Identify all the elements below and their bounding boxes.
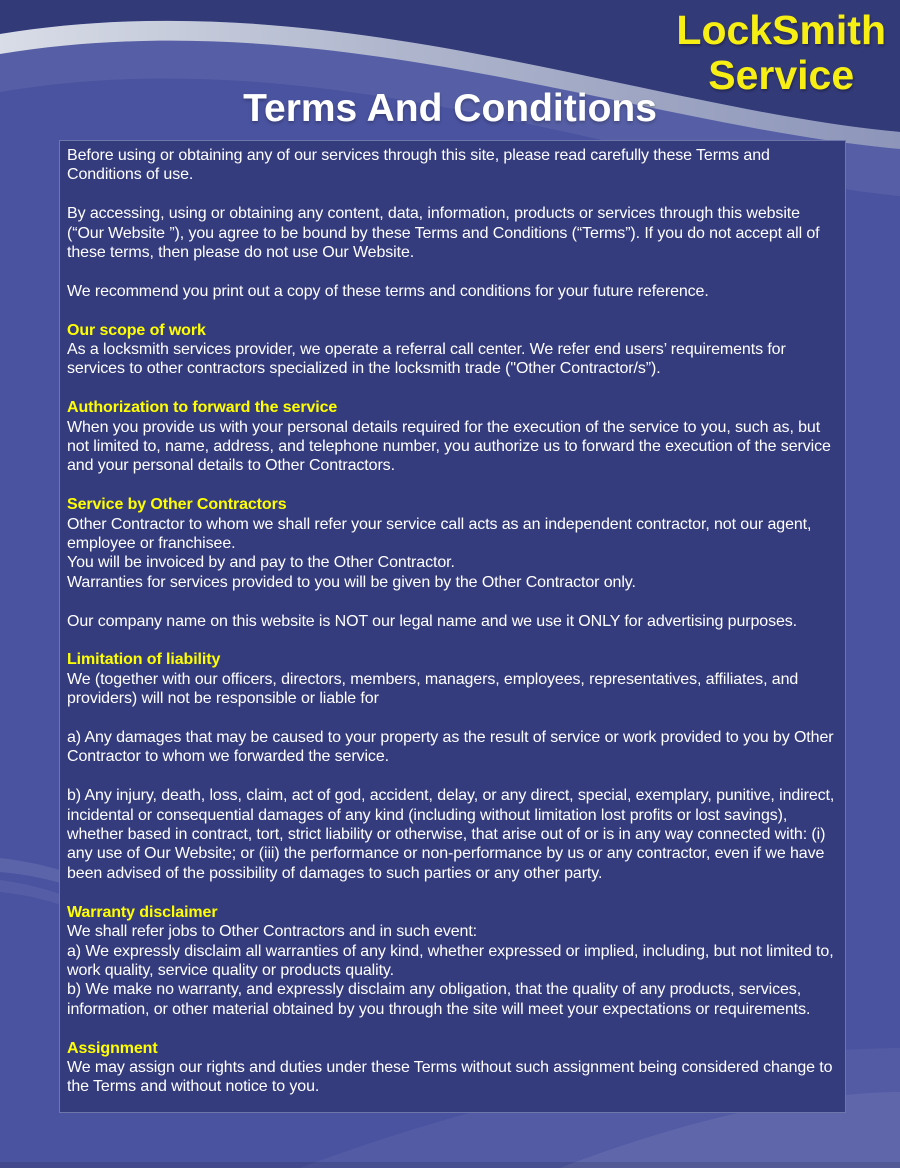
- paragraph-line: a) We expressly disclaim all warranties of any kind, whether expressed or implied, including, but not limited to, work quality, service quality or products quality.: [67, 942, 834, 979]
- terms-section: [67, 903, 837, 1019]
- paragraph-line: As a locksmith services provider, we operate a referral call center. We refer end users’ requirements for services to other contractors specialized in the locksmith trade ("Other Contractor/s”).: [67, 341, 786, 378]
- brand-logo-line1: LockSmith: [676, 7, 886, 53]
- paragraph: [67, 418, 837, 476]
- section-heading: Service by Other Contractors: [67, 496, 287, 514]
- terms-panel: [59, 140, 846, 1113]
- section-heading: Limitation of liability: [67, 651, 221, 669]
- paragraph: [67, 786, 837, 883]
- terms-section: [67, 398, 837, 476]
- paragraph-line: a) Any damages that may be caused to your property as the result of service or work provided to you by Other Contractor to whom we forwarded the service.: [67, 729, 834, 766]
- paragraph-line: b) We make no warranty, and expressly disclaim any obligation, that the quality of any products, services, information, or other material obtained by you through the site will meet your expectations or requirements.: [67, 981, 811, 1018]
- paragraph: [67, 612, 837, 631]
- paragraph: [67, 282, 837, 301]
- page-title: Terms And Conditions: [243, 87, 657, 130]
- paragraph-line: b) Any injury, death, loss, claim, act of god, accident, delay, or any direct, special, exemplary, punitive, indirect, incidental or consequential damages of any kind (including without limitation lost profits or lost savings), whether based in contract, tort, strict liability or otherwise, that arise out of or is in any way connected with: (i) any use of Our Website; or (iii) the performance or non-performance by us or any contractor, even if we have been advised of the possibility of damages to such parties or any other party.: [67, 787, 835, 882]
- paragraph: [67, 1058, 837, 1097]
- section-heading: Our scope of work: [67, 321, 206, 339]
- paragraph: [67, 922, 837, 1019]
- terms-section: [67, 146, 837, 301]
- terms-section: [67, 1039, 837, 1097]
- terms-section: [67, 321, 837, 379]
- paragraph-line: Our company name on this website is NOT our legal name and we use it ONLY for advertising purposes.: [67, 612, 798, 630]
- terms-section: [67, 650, 837, 883]
- paragraph-line: We recommend you print out a copy of these terms and conditions for your future reference.: [67, 282, 709, 300]
- paragraph: [67, 204, 837, 262]
- paragraph-line: We may assign our rights and duties under these Terms without such assignment being considered change to the Terms and without notice to you.: [67, 1058, 833, 1096]
- paragraph-line: By accessing, using or obtaining any content, data, information, products or services through this website (“Our Website ”), you agree to be bound by these Terms and Conditions (“Terms”). If you do not accept all of these terms, then please do not use Our Website.: [67, 205, 820, 262]
- paragraph: [67, 728, 837, 767]
- section-heading: Authorization to forward the service: [67, 399, 338, 417]
- brand-logo-line2: Service: [708, 52, 855, 98]
- paragraph: [67, 146, 837, 185]
- paragraph: [67, 515, 837, 593]
- section-heading: Assignment: [67, 1039, 158, 1057]
- paragraph-line: We (together with our officers, directors, members, managers, employees, representatives, affiliates, and providers) will not be responsible or liable for: [67, 670, 799, 708]
- paragraph-line: Warranties for services provided to you will be given by the Other Contractor only.: [67, 573, 636, 591]
- terms-sections: [67, 146, 837, 1097]
- paragraph-line: Other Contractor to whom we shall refer your service call acts as an independent contractor, not our agent, employee or franchisee.: [67, 515, 812, 553]
- paragraph: [67, 340, 837, 379]
- paragraph: [67, 670, 837, 709]
- paragraph-line: You will be invoiced by and pay to the Other Contractor.: [67, 554, 455, 572]
- paragraph-line: We shall refer jobs to Other Contractors and in such event:: [67, 923, 478, 941]
- paragraph-line: When you provide us with your personal details required for the execution of the service to you, such as, but not limited to, name, address, and telephone number, you authorize us to forward the execution of the service and your personal details to Other Contractors.: [67, 418, 831, 475]
- paragraph-line: Before using or obtaining any of our services through this site, please read carefully these Terms and Conditions of use.: [67, 147, 770, 184]
- section-heading: Warranty disclaimer: [67, 903, 218, 921]
- terms-section: [67, 495, 837, 631]
- brand-logo: [676, 8, 886, 98]
